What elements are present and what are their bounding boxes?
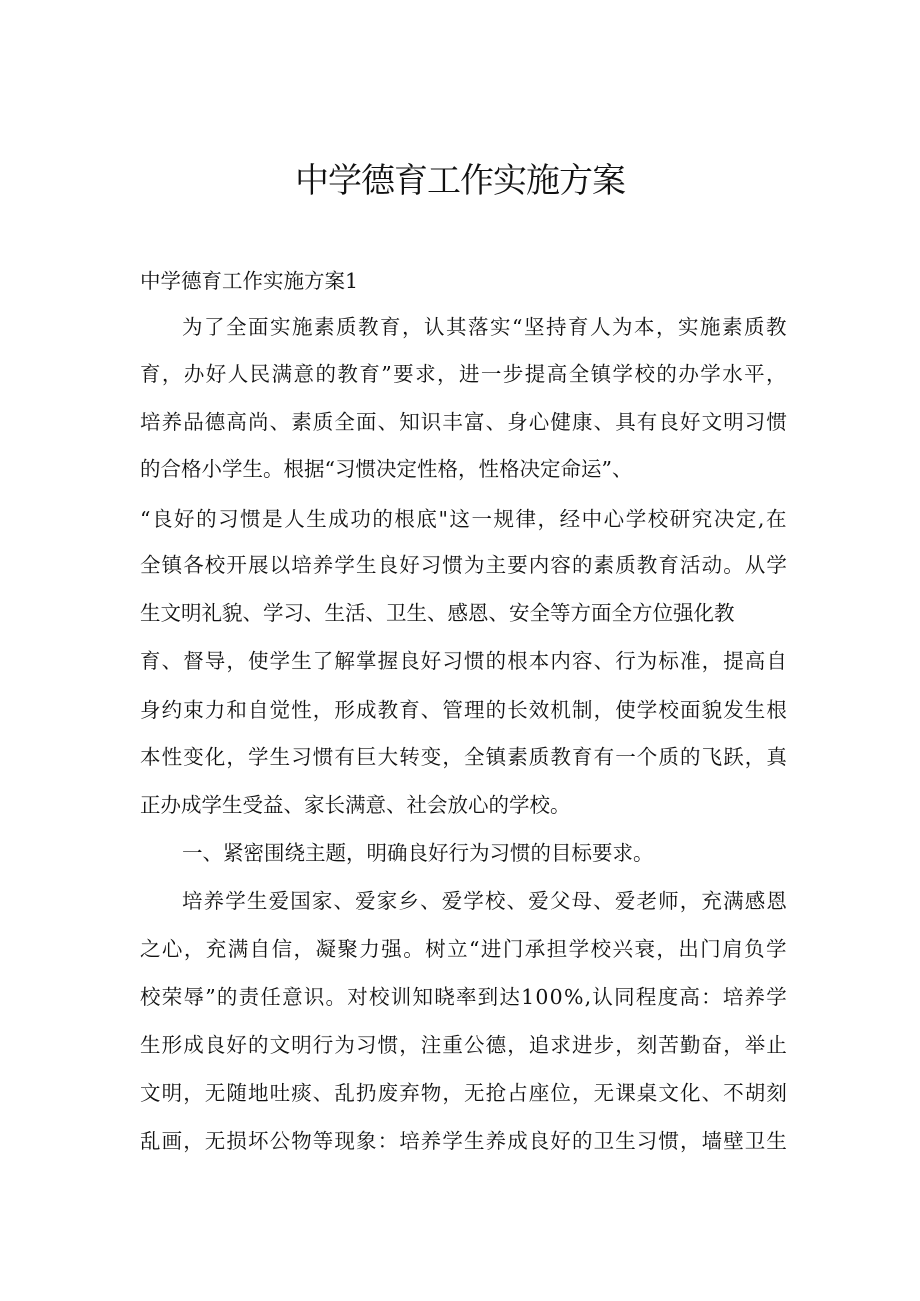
paragraph-line: 的合格小学生。根据“习惯决定性格，性格决定命运”、 bbox=[140, 457, 633, 481]
paragraph-line: 之心，充满自信，凝聚力强。树立“进门承担学校兴衰，出门肩负学 bbox=[140, 937, 788, 961]
document-title: 中学德育工作实施方案 bbox=[295, 161, 625, 201]
paragraph-line: 育，办好人民满意的教育”要求，进一步提高全镇学校的办学水平， bbox=[140, 362, 788, 386]
paragraph-line: 正办成学生受益、家长满意、社会放心的学校。 bbox=[140, 793, 571, 817]
paragraph-line: 生文明礼貌、学习、生活、卫生、感恩、安全等方面全方位强化教 bbox=[140, 601, 735, 625]
paragraph-line: 培养学生爱国家、爱家乡、爱学校、爱父母、爱老师，充满感恩 bbox=[182, 889, 788, 913]
paragraph-line: 身约束力和自觉性，形成教育、管理的长效机制，使学校面貌发生根 bbox=[140, 698, 788, 722]
paragraph-line: 全镇各校开展以培养学生良好习惯为主要内容的素质教育活动。从学 bbox=[140, 553, 788, 577]
paragraph-line: 校荣辱”的责任意识。对校训知晓率到达100%,认同程度高：培养学 bbox=[140, 985, 788, 1009]
paragraph-line: “良好的习惯是人生成功的根底"这一规律，经中心学校研究决定,在 bbox=[140, 507, 788, 531]
paragraph-line: 育、督导，使学生了解掌握良好习惯的根本内容、行为标准，提高自 bbox=[140, 649, 788, 673]
paragraph-line: 本性变化，学生习惯有巨大转变，全镇素质教育有一个质的飞跃，真 bbox=[140, 745, 788, 769]
paragraph-line: 培养品德高尚、素质全面、知识丰富、身心健康、具有良好文明习惯 bbox=[140, 410, 788, 434]
paragraph-line: 为了全面实施素质教育，认其落实“坚持育人为本，实施素质教 bbox=[182, 315, 788, 339]
section-heading: 中学德育工作实施方案1 bbox=[140, 269, 359, 293]
paragraph-line: 乱画，无损坏公物等现象：培养学生养成良好的卫生习惯，墙壁卫生 bbox=[140, 1129, 788, 1153]
section-subheading: 一、紧密围绕主题，明确良好行为习惯的目标要求。 bbox=[182, 841, 654, 865]
paragraph-line: 文明，无随地吐痰、乱扔废弃物，无抢占座位，无课桌文化、不胡刻 bbox=[140, 1081, 788, 1105]
paragraph-line: 生形成良好的文明行为习惯，注重公德，追求进步，刻苦勤奋，举止 bbox=[140, 1033, 788, 1057]
